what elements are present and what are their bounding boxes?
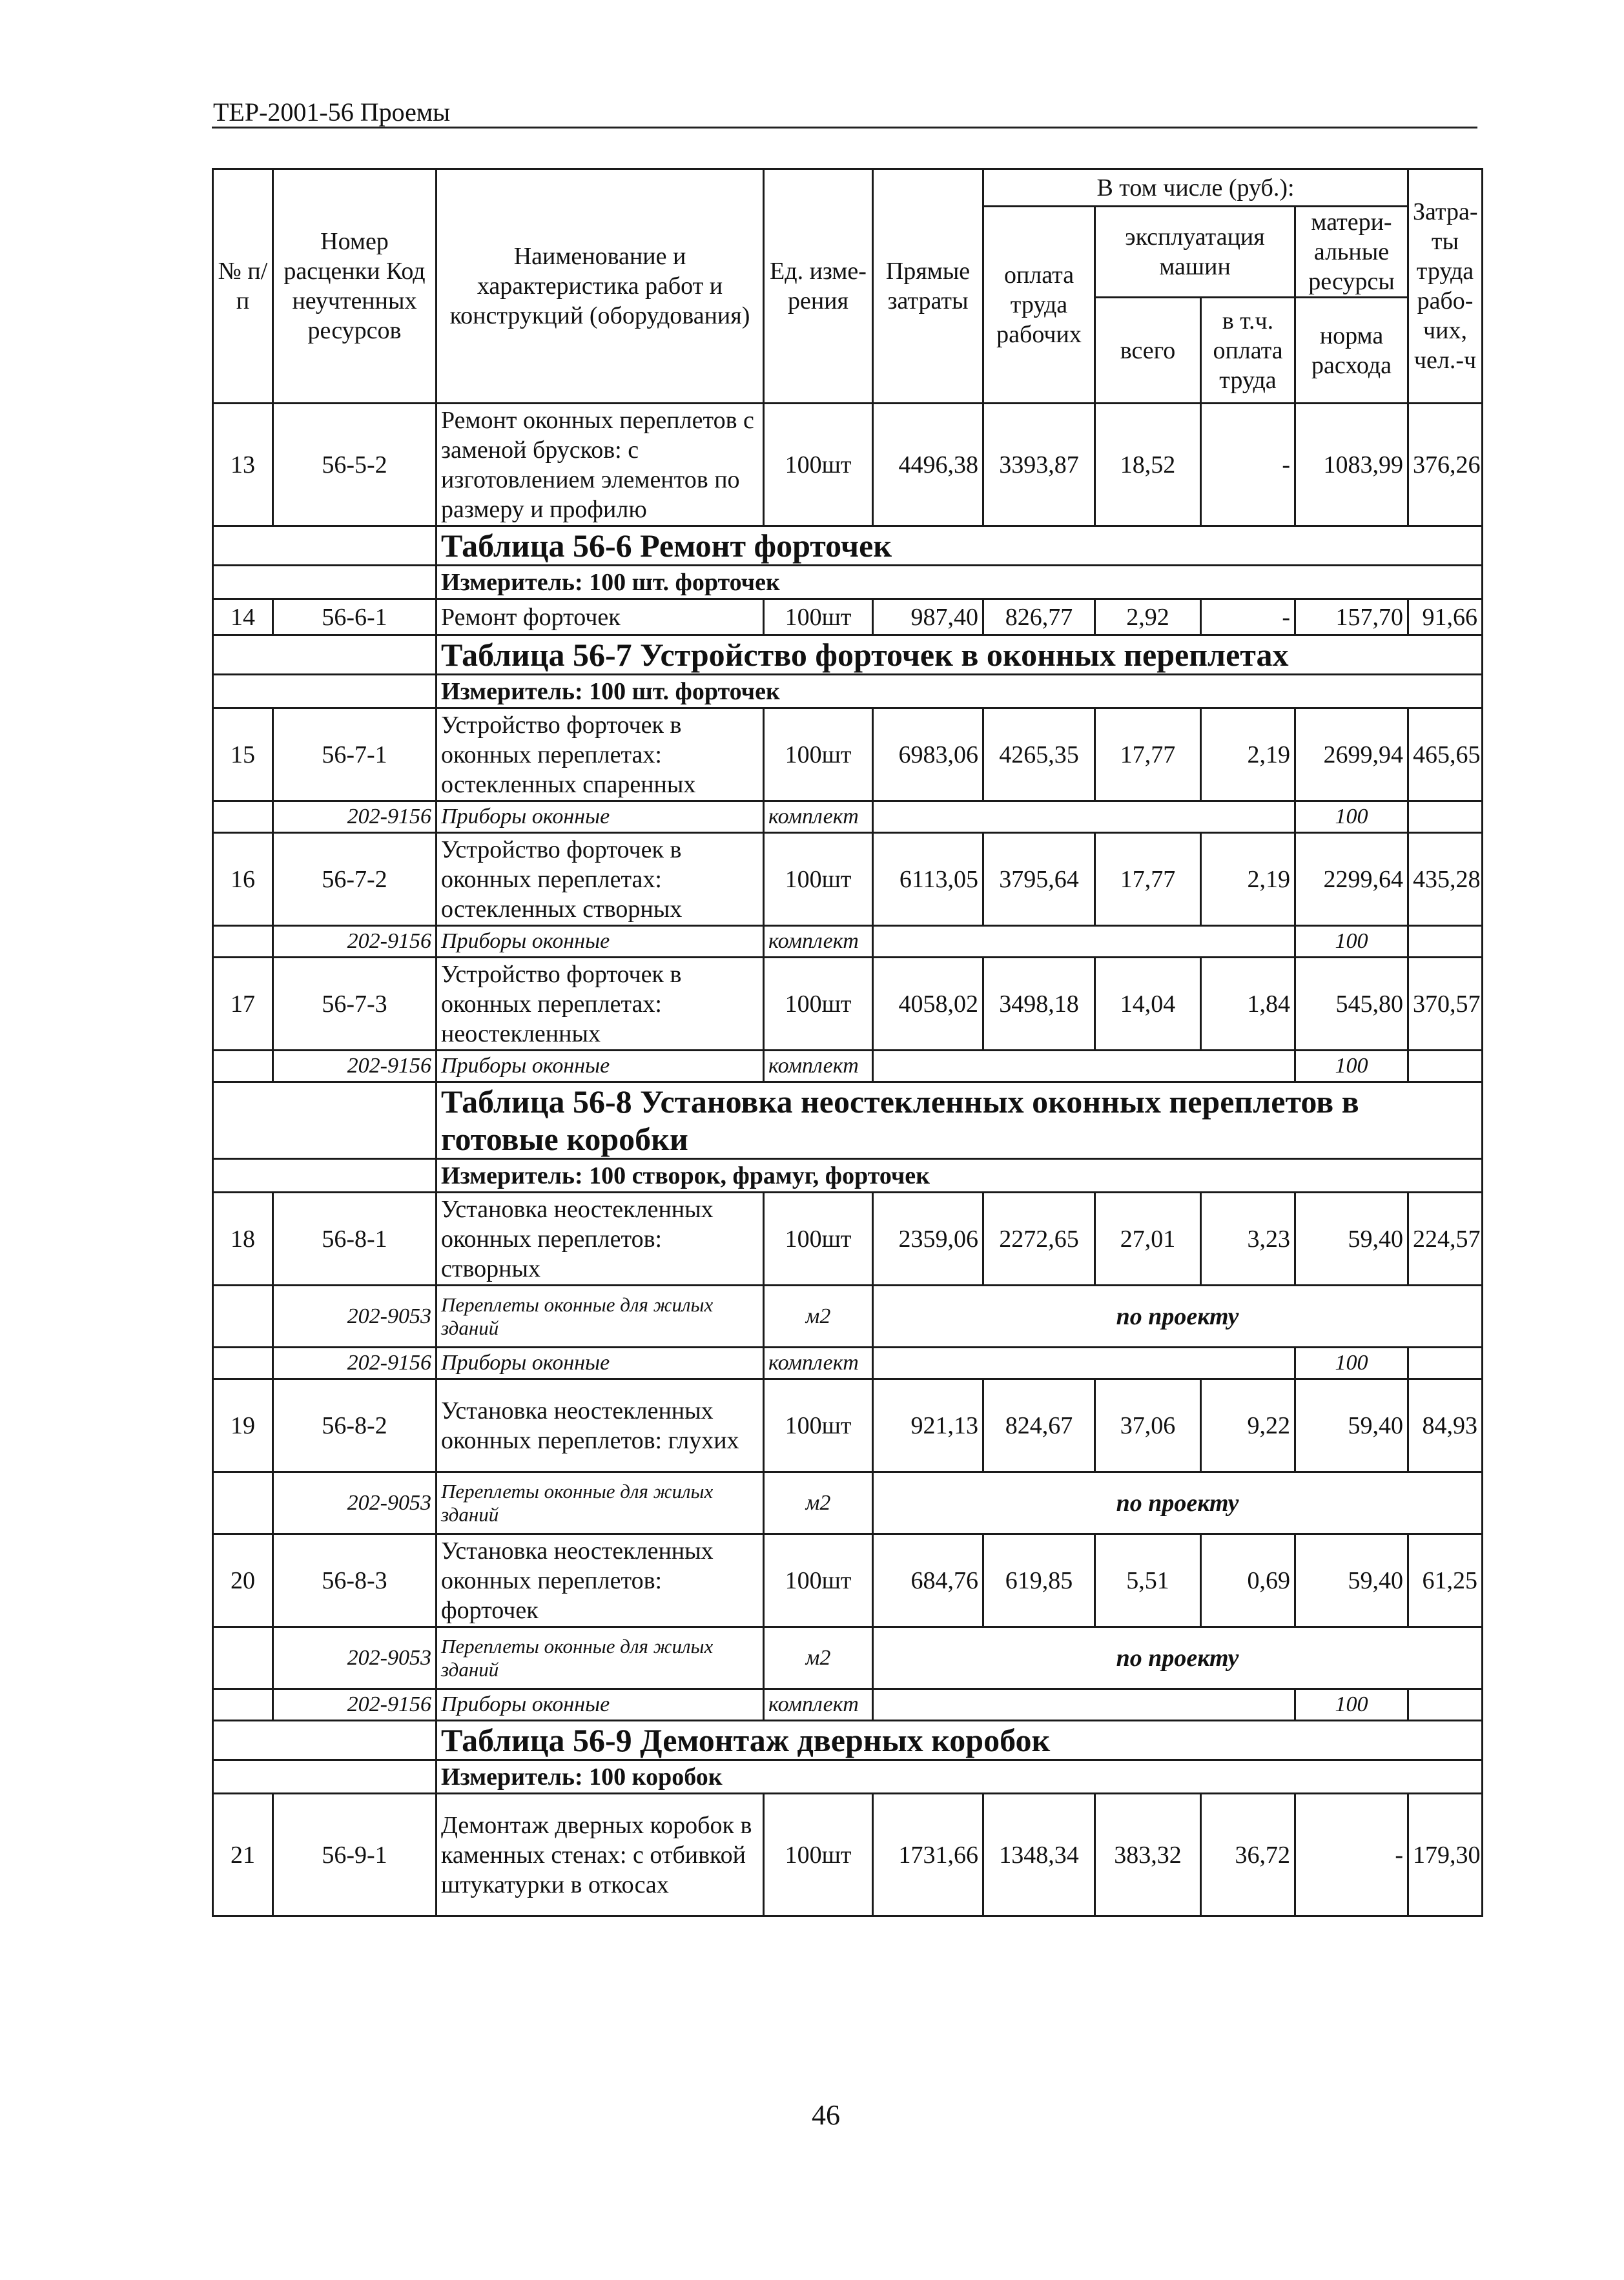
row-name: Ремонт форточек [437, 599, 764, 635]
meter-text: Измеритель: 100 створок, фрамуг, форточек [437, 1159, 1483, 1193]
section-title: Таблица 56-7 Устройство форточек в оконных переплетах [437, 635, 1483, 675]
resource-blank [213, 1627, 273, 1689]
row-num: 17 [213, 958, 273, 1051]
resource-blank-end [1408, 1689, 1483, 1721]
resource-blank [213, 1348, 273, 1379]
resource-name: Приборы оконные [437, 926, 764, 958]
row-direct: 1731,66 [873, 1794, 983, 1916]
row-direct: 4058,02 [873, 958, 983, 1051]
row-machines: 383,32 [1095, 1794, 1201, 1916]
table-row [213, 833, 1483, 926]
row-wage: 1348,34 [983, 1794, 1095, 1916]
resource-code: 202-9156 [273, 1348, 437, 1379]
resource-name: Переплеты оконные для жилых зданий [437, 1286, 764, 1348]
resource-norm: 100 [1295, 801, 1408, 833]
table-row [213, 708, 1483, 801]
row-unit: 100шт [764, 833, 873, 926]
resource-row [213, 1689, 1483, 1721]
table-meter-row [213, 566, 1483, 599]
table-row [213, 1794, 1483, 1916]
resource-norm: 100 [1295, 1051, 1408, 1082]
resource-norm: 100 [1295, 1348, 1408, 1379]
row-direct: 4496,38 [873, 404, 983, 526]
resource-code: 202-9156 [273, 1689, 437, 1721]
resource-row [213, 1627, 1483, 1689]
section-title-blank [213, 1721, 437, 1760]
resource-row [213, 801, 1483, 833]
rates-table [212, 168, 1483, 1917]
table-row [213, 958, 1483, 1051]
resource-blank [213, 1472, 273, 1534]
row-num: 21 [213, 1794, 273, 1916]
row-machines-wage: - [1201, 404, 1295, 526]
col-num: № п/п [213, 169, 273, 404]
row-wage: 2272,65 [983, 1193, 1095, 1286]
table-section-title [213, 526, 1483, 566]
table-row [213, 1193, 1483, 1286]
row-wage: 4265,35 [983, 708, 1095, 801]
row-machines-wage: 2,19 [1201, 833, 1295, 926]
row-code: 56-5-2 [273, 404, 437, 526]
row-wage: 3393,87 [983, 404, 1095, 526]
row-machines-wage: - [1201, 599, 1295, 635]
section-title-blank [213, 526, 437, 566]
row-materials: 2299,64 [1295, 833, 1408, 926]
table-section-title [213, 635, 1483, 675]
resource-blank-end [1408, 801, 1483, 833]
row-code: 56-8-3 [273, 1534, 437, 1627]
resource-name: Переплеты оконные для жилых зданий [437, 1627, 764, 1689]
resource-unit: комплект [764, 801, 873, 833]
section-title: Таблица 56-8 Установка неостекленных оконных переплетов в готовые коробки [437, 1082, 1483, 1159]
meter-blank [213, 1760, 437, 1794]
table-header [213, 169, 1483, 404]
resource-name: Приборы оконные [437, 801, 764, 833]
row-machines: 18,52 [1095, 404, 1201, 526]
row-machines-wage: 36,72 [1201, 1794, 1295, 1916]
resource-code: 202-9053 [273, 1472, 437, 1534]
resource-blank-end [1408, 1051, 1483, 1082]
resource-unit: комплект [764, 1051, 873, 1082]
col-name: Наименование и характеристика работ и конструкций (оборудования) [437, 169, 764, 404]
col-machines: эксплуатация машин [1095, 207, 1295, 298]
row-labor: 91,66 [1408, 599, 1483, 635]
row-code: 56-7-1 [273, 708, 437, 801]
row-unit: 100шт [764, 1379, 873, 1472]
row-unit: 100шт [764, 708, 873, 801]
row-num: 20 [213, 1534, 273, 1627]
row-wage: 824,67 [983, 1379, 1095, 1472]
row-name: Установка неостекленных оконных переплетов: глухих [437, 1379, 764, 1472]
table-row [213, 1534, 1483, 1627]
row-direct: 6113,05 [873, 833, 983, 926]
row-name: Демонтаж дверных коробок в каменных стенах: с отбивкой штукатурки в откосах [437, 1794, 764, 1916]
meter-blank [213, 675, 437, 708]
row-name: Установка неостекленных оконных переплетов: створных [437, 1193, 764, 1286]
resource-spacer [873, 801, 1295, 833]
resource-per-project: по проекту [873, 1286, 1483, 1348]
resource-name: Приборы оконные [437, 1348, 764, 1379]
resource-row [213, 1051, 1483, 1082]
resource-blank [213, 926, 273, 958]
row-machines: 5,51 [1095, 1534, 1201, 1627]
table-section-title [213, 1721, 1483, 1760]
row-code: 56-9-1 [273, 1794, 437, 1916]
row-code: 56-8-2 [273, 1379, 437, 1472]
resource-name: Приборы оконные [437, 1051, 764, 1082]
row-labor: 370,57 [1408, 958, 1483, 1051]
row-direct: 2359,06 [873, 1193, 983, 1286]
table-row [213, 404, 1483, 526]
row-machines-wage: 2,19 [1201, 708, 1295, 801]
resource-spacer [873, 926, 1295, 958]
meter-text: Измеритель: 100 шт. форточек [437, 566, 1483, 599]
resource-blank [213, 1689, 273, 1721]
row-machines-wage: 3,23 [1201, 1193, 1295, 1286]
row-direct: 6983,06 [873, 708, 983, 801]
row-unit: 100шт [764, 1794, 873, 1916]
row-name: Устройство форточек в оконных переплетах: неостекленных [437, 958, 764, 1051]
row-num: 14 [213, 599, 273, 635]
resource-row [213, 1286, 1483, 1348]
resource-norm: 100 [1295, 926, 1408, 958]
resource-code: 202-9053 [273, 1286, 437, 1348]
resource-name: Приборы оконные [437, 1689, 764, 1721]
row-code: 56-7-3 [273, 958, 437, 1051]
col-materials: матери-альные ресурсы [1295, 207, 1408, 298]
section-title-blank [213, 1082, 437, 1159]
table-meter-row [213, 1159, 1483, 1193]
resource-unit: м2 [764, 1627, 873, 1689]
col-code: Номер расценки Код неучтенных ресурсов [273, 169, 437, 404]
resource-unit: комплект [764, 926, 873, 958]
row-labor: 376,26 [1408, 404, 1483, 526]
resource-blank-end [1408, 1348, 1483, 1379]
resource-per-project: по проекту [873, 1472, 1483, 1534]
resource-code: 202-9053 [273, 1627, 437, 1689]
resource-row [213, 1348, 1483, 1379]
row-materials: 2699,94 [1295, 708, 1408, 801]
row-wage: 3498,18 [983, 958, 1095, 1051]
row-machines: 27,01 [1095, 1193, 1201, 1286]
row-labor: 465,65 [1408, 708, 1483, 801]
row-direct: 684,76 [873, 1534, 983, 1627]
resource-unit: м2 [764, 1472, 873, 1534]
row-num: 16 [213, 833, 273, 926]
row-materials: 59,40 [1295, 1534, 1408, 1627]
section-title-blank [213, 635, 437, 675]
resource-row [213, 1472, 1483, 1534]
row-materials: - [1295, 1794, 1408, 1916]
row-unit: 100шт [764, 599, 873, 635]
col-labor: Затра-ты труда рабо-чих, чел.-ч [1408, 169, 1483, 404]
row-name: Ремонт оконных переплетов с заменой брусков: с изготовлением элементов по размеру и профилю [437, 404, 764, 526]
table-meter-row [213, 1760, 1483, 1794]
meter-blank [213, 566, 437, 599]
row-unit: 100шт [764, 404, 873, 526]
row-machines: 14,04 [1095, 958, 1201, 1051]
table-section-title [213, 1082, 1483, 1159]
resource-unit: м2 [764, 1286, 873, 1348]
resource-blank-end [1408, 926, 1483, 958]
table-row [213, 599, 1483, 635]
row-unit: 100шт [764, 958, 873, 1051]
row-direct: 987,40 [873, 599, 983, 635]
row-num: 19 [213, 1379, 273, 1472]
section-title: Таблица 56-9 Демонтаж дверных коробок [437, 1721, 1483, 1760]
table-body [213, 404, 1483, 1916]
row-machines-wage: 0,69 [1201, 1534, 1295, 1627]
row-unit: 100шт [764, 1534, 873, 1627]
resource-spacer [873, 1051, 1295, 1082]
row-materials: 545,80 [1295, 958, 1408, 1051]
row-code: 56-6-1 [273, 599, 437, 635]
row-materials: 59,40 [1295, 1193, 1408, 1286]
row-machines-wage: 9,22 [1201, 1379, 1295, 1472]
row-labor: 179,30 [1408, 1794, 1483, 1916]
row-name: Устройство форточек в оконных переплетах: остекленных створных [437, 833, 764, 926]
resource-blank [213, 1286, 273, 1348]
row-materials: 1083,99 [1295, 404, 1408, 526]
col-direct: Прямые затраты [873, 169, 983, 404]
row-labor: 61,25 [1408, 1534, 1483, 1627]
row-wage: 3795,64 [983, 833, 1095, 926]
resource-spacer [873, 1348, 1295, 1379]
meter-text: Измеритель: 100 шт. форточек [437, 675, 1483, 708]
table-row [213, 1379, 1483, 1472]
row-name: Устройство форточек в оконных переплетах: остекленных спаренных [437, 708, 764, 801]
page-number: 46 [812, 2099, 840, 2131]
header-rule [212, 127, 1477, 128]
col-machines-wage: в т.ч. оплата труда [1201, 298, 1295, 404]
row-machines: 2,92 [1095, 599, 1201, 635]
table-meter-row [213, 675, 1483, 708]
row-code: 56-7-2 [273, 833, 437, 926]
col-wage: оплата труда рабочих [983, 207, 1095, 404]
row-wage: 619,85 [983, 1534, 1095, 1627]
col-machines-total: всего [1095, 298, 1201, 404]
row-materials: 59,40 [1295, 1379, 1408, 1472]
page-header-title: ТЕР-2001-56 Проемы [213, 98, 451, 127]
meter-blank [213, 1159, 437, 1193]
col-unit: Ед. изме-рения [764, 169, 873, 404]
row-machines-wage: 1,84 [1201, 958, 1295, 1051]
col-materials-norm: норма расхода [1295, 298, 1408, 404]
resource-code: 202-9156 [273, 1051, 437, 1082]
meter-text: Измеритель: 100 коробок [437, 1760, 1483, 1794]
resource-row [213, 926, 1483, 958]
row-num: 13 [213, 404, 273, 526]
row-labor: 224,57 [1408, 1193, 1483, 1286]
resource-name: Переплеты оконные для жилых зданий [437, 1472, 764, 1534]
row-code: 56-8-1 [273, 1193, 437, 1286]
col-including: В том числе (руб.): [983, 169, 1408, 207]
resource-per-project: по проекту [873, 1627, 1483, 1689]
row-machines: 37,06 [1095, 1379, 1201, 1472]
row-name: Установка неостекленных оконных переплетов: форточек [437, 1534, 764, 1627]
resource-blank [213, 1051, 273, 1082]
row-unit: 100шт [764, 1193, 873, 1286]
row-labor: 435,28 [1408, 833, 1483, 926]
row-num: 18 [213, 1193, 273, 1286]
row-labor: 84,93 [1408, 1379, 1483, 1472]
section-title: Таблица 56-6 Ремонт форточек [437, 526, 1483, 566]
row-wage: 826,77 [983, 599, 1095, 635]
resource-norm: 100 [1295, 1689, 1408, 1721]
resource-spacer [873, 1689, 1295, 1721]
resource-unit: комплект [764, 1689, 873, 1721]
row-machines: 17,77 [1095, 708, 1201, 801]
row-machines: 17,77 [1095, 833, 1201, 926]
row-direct: 921,13 [873, 1379, 983, 1472]
resource-code: 202-9156 [273, 926, 437, 958]
resource-blank [213, 801, 273, 833]
resource-code: 202-9156 [273, 801, 437, 833]
row-num: 15 [213, 708, 273, 801]
resource-unit: комплект [764, 1348, 873, 1379]
row-materials: 157,70 [1295, 599, 1408, 635]
